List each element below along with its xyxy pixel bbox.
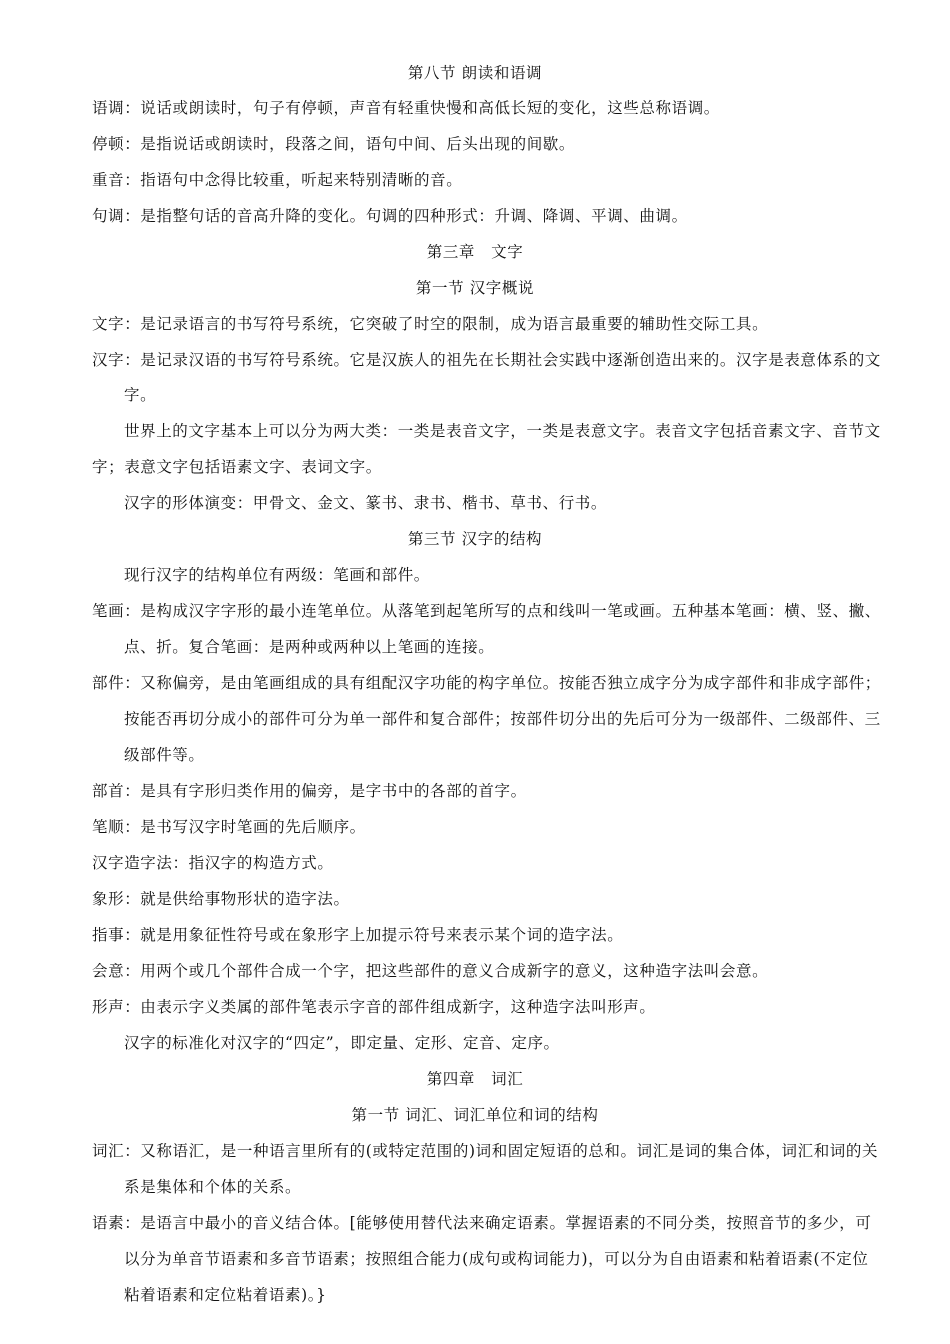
paragraph-line: 汉字的标准化对汉字的“四定”，即定量、定形、定音、定序。: [124, 1034, 560, 1052]
section-heading: 第三节 汉字的结构: [407, 530, 543, 548]
definition-line: 停顿：是指说话或朗读时，段落之间，语句中间、后头出现的间歇。: [92, 135, 576, 153]
definition-line: 词汇：又称语汇，是一种语言里所有的(或特定范围的)词和固定短语的总和。词汇是词的集合体，词汇和词的关: [92, 1142, 879, 1160]
definition-line: 文字：是记录语言的书写符号系统，它突破了时空的限制，成为语言最重要的辅助性交际工具。: [92, 315, 769, 333]
definition-line: 会意：用两个或几个部件合成一个字，把这些部件的意义合成新字的意义，这种造字法叫会意。: [92, 962, 769, 980]
paragraph-line: 现行汉字的结构单位有两级：笔画和部件。: [124, 566, 430, 584]
continuation-line: 字；表意文字包括语素文字、表词文字。: [92, 458, 382, 476]
definition-line: 部首：是具有字形归类作用的偏旁，是字书中的各部的首字。: [92, 782, 527, 800]
continuation-line: 字。: [124, 386, 157, 404]
section-heading: 第八节 朗读和语调: [407, 64, 543, 82]
continuation-line: 点、折。复合笔画：是两种或两种以上笔画的连接。: [124, 638, 495, 656]
paragraph-line: 汉字的形体演变：甲骨文、金文、篆书、隶书、楷书、草书、行书。: [124, 494, 608, 512]
continuation-line: 按能否再切分成小的部件可分为单一部件和复合部件；按部件切分出的先后可分为一级部件、二级部件、三: [124, 710, 881, 728]
section-heading: 第一节 词汇、词汇单位和词的结构: [351, 1106, 599, 1124]
definition-line: 语调：说话或朗读时，句子有停顿，声音有轻重快慢和高低长短的变化，这些总称语调。: [92, 99, 720, 117]
definition-line: 汉字：是记录汉语的书写符号系统。它是汉族人的祖先在长期社会实践中逐渐创造出来的。汉字是表意体系的文: [92, 351, 881, 369]
continuation-line: 以分为单音节语素和多音节语素；按照组合能力(成句或构词能力)，可以分为自由语素和粘着语素(不定位: [124, 1250, 869, 1268]
continuation-line: 系是集体和个体的关系。: [124, 1178, 302, 1196]
chapter-heading: 第四章 词汇: [426, 1070, 524, 1088]
continuation-line: 粘着语素和定位粘着语素)。}: [124, 1286, 327, 1304]
definition-line: 象形：就是供给事物形状的造字法。: [92, 890, 350, 908]
definition-line: 部件：又称偏旁，是由笔画组成的具有组配汉字功能的构字单位。按能否独立成字分为成字部件和非成字部件；: [92, 674, 881, 692]
continuation-line: 级部件等。: [124, 746, 205, 764]
definition-line: 笔顺：是书写汉字时笔画的先后顺序。: [92, 818, 366, 836]
section-heading: 第一节 汉字概说: [415, 279, 535, 297]
definition-line: 句调：是指整句话的音高升降的变化。句调的四种形式：升调、降调、平调、曲调。: [92, 207, 688, 225]
chapter-heading: 第三章 文字: [426, 243, 524, 261]
definition-line: 重音：指语句中念得比较重，听起来特别清晰的音。: [92, 171, 463, 189]
definition-line: 语素：是语言中最小的音义结合体。[能够使用替代法来确定语素。掌握语素的不同分类，按照音节的多少，可: [92, 1214, 872, 1232]
definition-line: 笔画：是构成汉字字形的最小连笔单位。从落笔到起笔所写的点和线叫一笔或画。五种基本笔画：横、竖、撇、: [92, 602, 881, 620]
definition-line: 汉字造字法：指汉字的构造方式。: [92, 854, 334, 872]
paragraph-line: 世界上的文字基本上可以分为两大类：一类是表音文字，一类是表意文字。表音文字包括音素文字、音节文: [124, 422, 881, 440]
definition-line: 指事：就是用象征性符号或在象形字上加提示符号来表示某个词的造字法。: [92, 926, 624, 944]
definition-line: 形声：由表示字义类属的部件笔表示字音的部件组成新字，这种造字法叫形声。: [92, 998, 656, 1016]
